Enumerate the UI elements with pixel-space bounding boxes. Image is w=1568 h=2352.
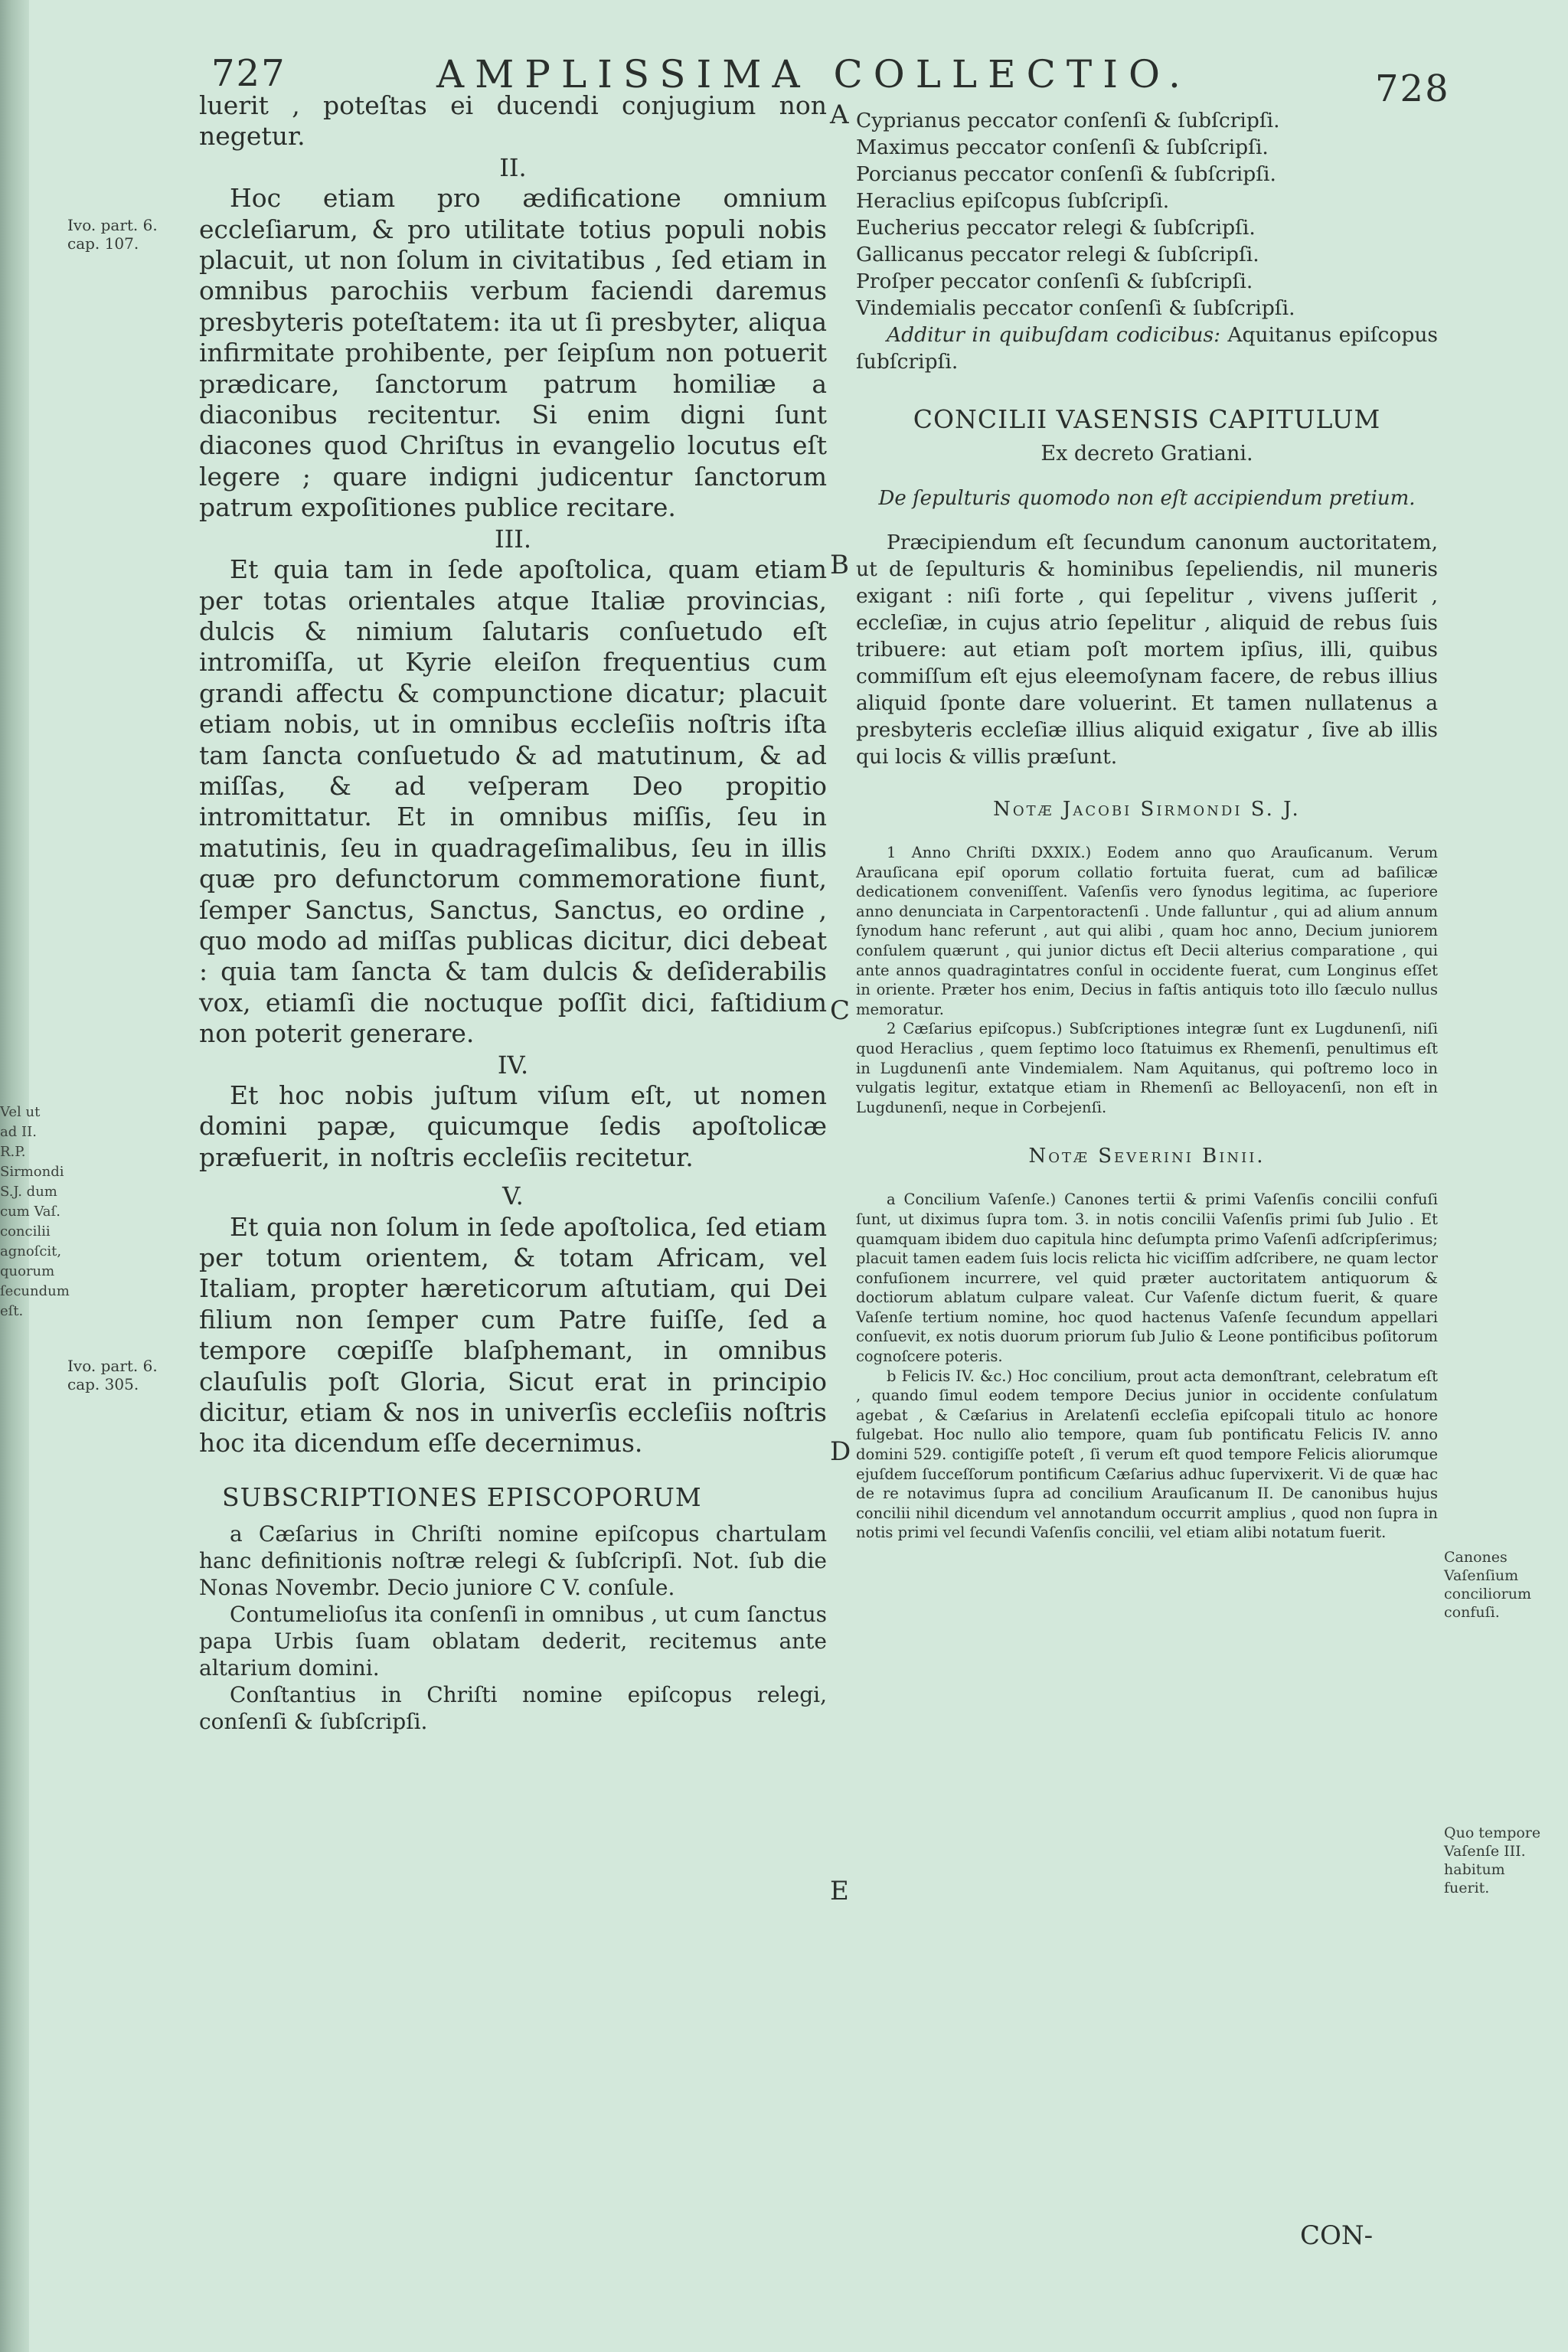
signature-line: Heraclius epiſcopus ſubſcripſi. — [856, 189, 1170, 213]
margin-note-side: Vel ut ad II. R.P. Sirmondi S.J. dum cum Vaſ. concilii agnoſcit, quorum ſecundum eſt. — [0, 1104, 70, 1319]
note-sirmondi-2: 2 Cæſarius epiſcopus.) Subſcriptiones integræ ſunt ex Lugdunenſi, niſi quod Heraclius , quem ſeptimo loco ſtatuimus ex Rhemenſi, penultimus eſt in Lugdunenſi ante Vindemialem. Nam Aquitanus, qui poſtremo loco in vulgatis legitur, extatque etiam in Rhemenſi ac Belloyacenſi, non eſt in Lugdunenſi, neque in Corbejenſi. — [856, 1020, 1438, 1116]
margin-note-ivo-2: Ivo. part. 6. cap. 305. — [67, 1357, 158, 1393]
additur-label: Additur in quibuſdam codicibus: — [887, 323, 1220, 347]
running-title: AMPLISSIMA COLLECTIO. — [436, 52, 1191, 96]
section-letter-e: E — [830, 1876, 849, 1906]
para-chapter-4: Et hoc nobis juſtum viſum eſt, ut nomen domini papæ, quicumque ſedis apoſtolicæ præfuerit, in noſtris eccleſiis recitetur. — [199, 1080, 827, 1172]
signature-line: Vindemialis peccator conſenſi & ſubſcripſi. — [856, 296, 1295, 320]
section-letter-c: C — [830, 995, 851, 1026]
signature-line: Eucherius peccator relegi & ſubſcripſi. — [856, 216, 1256, 240]
section-letter-b: B — [830, 550, 849, 580]
signature-line: Proſper peccator conſenſi & ſubſcripſi. — [856, 270, 1253, 293]
signature-list — [856, 107, 1438, 322]
book-page — [29, 0, 1568, 2352]
signature-line: Gallicanus peccator relegi & ſubſcripſi. — [856, 243, 1259, 266]
notes-binii-heading: Notæ Severini Binii. — [1028, 1145, 1266, 1168]
signature-line: Porcianus peccator conſenſi & ſubſcripſi. — [856, 162, 1276, 186]
para-chapter-5: Et quia non ſolum in ſede apoſtolica, ſed etiam per totum orientem, & totam Africam, vel Italiam, propter hæreticorum aſtutiam, qui Dei filium non ſemper cum Patre fuiſſe, ſed a tempore cœpiſſe blaſphemant, in omnibus clauſulis poſt Gloria, Sicut erat in principio dicitur, etiam & nos in univerſis eccleſiis noſtris hoc ita dicendum eſſe decernimus. — [199, 1211, 827, 1459]
note-binii-b: b Felicis IV. &c.) Hoc concilium, prout acta demonſtrant, celebratum eſt , quando ſimul eodem tempore Decius junior in occidente conſulatum agebat , & Cæſarius in Arelatenſi eccleſia epiſcopali titulo ac honore fulgebat. Hoc nullo alio tempore, quam ſub pontificatu Felicis IV. anno domini 529. contigiſſe poteſt , ſi verum eſt quod tempore Felicis aliorumque ejuſdem ſucceſſorum pontificum Cæſarius adhuc ſupervixerit. Vi de quæ hac de re notavimus ſupra ad concilium Arauſicanum II. De canonibus hujus concilii nihil dicendum vel annotandum occurrit amplius , quod non ſupra in notis primi vel ſecundi Vaſenſis concilii, vel etiam alibi notatum fuerit. — [856, 1367, 1438, 1542]
additur-text: Aquitanus epiſcopus ſubſcripſi. — [856, 323, 1438, 374]
signature-line: Maximus peccator conſenſi & ſubſcripſi. — [856, 136, 1269, 159]
section-letter-a: A — [830, 100, 849, 130]
subscriptions-heading: SUBSCRIPTIONES EPISCOPORUM — [222, 1481, 702, 1512]
note-binii-a: a Concilium Vaſenſe.) Canones tertii & primi Vaſenſis concilii confuſi ſunt, ut diximus ſupra tom. 3. in notis concilii Vaſenſis primi ſub Julio . Et quamquam ibidem duo capitula hinc deſumpta primo Vaſenſi adſcripſerimus; placuit tamen eadem ſuis locis relicta hic viciſſim adſcribere, ne quam lector confuſionem incurrere, vel quid præter auctoritatem antiquorum & doctiorum ablatum culpare valeat. Cur Vaſenſe dictum fuerit, & quare Vaſenſe tertium nomine, hoc quod hactenus Vaſenſe ſecundum appellari conſuevit, ex notis duorum priorum ſub Julio & Leone pontificibus poſitorum cognoſcere poteris. — [856, 1191, 1438, 1366]
left-page-number: 727 — [211, 52, 286, 95]
chapter-number-4: IV. — [497, 1050, 529, 1080]
margin-note-ivo-1: Ivo. part. 6. cap. 107. — [67, 216, 158, 253]
margin-note-canones: Canones Vaſenſium conciliorum confuſi. — [1444, 1549, 1531, 1621]
para-chapter-2: Hoc etiam pro ædificatione omnium eccleſiarum, & pro utilitate totius populi nobis placuit, ut non ſolum in civitatibus , ſed etiam in omnibus parochiis verbum faciendi daremus presbyteris poteſtatem: ita ut ſi presbyter, aliqua infirmitate prohibente, per ſeipſum non potuerit prædicare, ſanctorum patrum homiliæ a diaconibus recitentur. Si enim digni ſunt diacones quod Chriſtus in evangelio locutus eſt legere ; quare indigni judicentur ſanctorum patrum expoſitiones publice recitare. — [199, 183, 827, 523]
capitulum-body: Præcipiendum eſt ſecundum canonum auctoritatem, ut de ſepulturis & hominibus ſepeliendis, nil muneris exigant : niſi forte , qui ſepelitur , vivens juſſerit , eccleſiæ, in cujus atrio ſepelitur , aliquid de rebus ſuis tribuere: aut etiam poſt mortem ipſius, illi, quibus commiſſum eſt ejus eleemoſynam facere, de rebus illius aliquid ſponte dare voluerint. Et tamen nullatenus a presbyteris eccleſiæ illius aliquid exigatur , ſive ab illis qui locis & villis præſunt. — [856, 531, 1438, 769]
capitulum-heading: CONCILII VASENSIS CAPITULUM — [913, 404, 1381, 434]
notes-sirmondi-heading: Notæ Jacobi Sirmondi S. J. — [993, 798, 1301, 821]
para-chapter-3: Et quia tam in ſede apoſtolica, quam etiam per totas orientales atque Italiæ provincias, dulcis & nimium ſalutaris conſuetudo eſt intromiſſa, ut Kyrie eleiſon frequentius cum grandi affectu & compunctione dicatur; placuit etiam nobis, ut in omnibus eccleſiis noſtris iſta tam ſancta conſuetudo & ad matutinum, & ad miſſas, & ad veſperam Deo propitio intromittatur. Et in omnibus miſſis, ſeu in matutinis, ſeu in quadrageſimalibus, ſeu in illis quæ pro defunctorum commemoratione fiunt, ſemper Sanctus, Sanctus, Sanctus, eo ordine , quo modo ad miſſas publicas dicitur, dici debeat : quia tam ſancta & tam dulcis & deſiderabilis vox, etiamſi die noctuque poſſit dici, faſtidium non poterit generare. — [199, 554, 827, 1049]
capitulum-subheading: De ſepulturis quomodo non eſt accipiendum pretium. — [878, 487, 1416, 510]
subscription-contumeliosus: Contumelioſus ita conſenſi in omnibus , ut cum ſanctus papa Urbis ſuam oblatam dederit, recitemus ante altarium domini. — [199, 1602, 827, 1681]
chapter-number-2: II. — [499, 152, 527, 182]
chapter-number-3: III. — [494, 524, 532, 554]
right-page-number: 728 — [1375, 67, 1450, 110]
section-letter-d: D — [830, 1436, 851, 1467]
para-continuation: luerit , poteſtas ei ducendi conjugium non negetur. — [199, 90, 827, 152]
chapter-number-5: V. — [502, 1181, 524, 1211]
note-sirmondi-1: 1 Anno Chriſti DXXIX.) Eodem anno quo Arauſicanum. Verum Arauſicana epiſ oporum collatio fortuita fuerat, cum ad baſilicæ dedicationem conveniſſent. Vaſenſis vero ſynodus legitima, ac ſuperiore anno denunciata in Carpentoractenſi . Unde falluntur , qui ad alium annum ſynodum hanc referunt , aut qui alibi , quam hoc anno, Decium juniorem conſulem quærunt , qui junior dictus eſt Decii alterius comparatione , qui ante annos quadragintatres conſul in occidente fuerat, cum Longinus eſſet in oriente. Præter hos enim, Decius in faſtis antiquis toto illo ſæculo nullus memoratur. — [856, 844, 1438, 1018]
additur-note — [856, 322, 1438, 375]
signature-line: Cyprianus peccator conſenſi & ſubſcripſi. — [856, 109, 1280, 132]
right-column — [856, 107, 1438, 1543]
left-column — [199, 90, 827, 1735]
ex-decreto: Ex decreto Gratiani. — [1040, 442, 1253, 466]
subscription-caesarius: a Cæſarius in Chriſti nomine epiſcopus chartulam hanc definitionis noſtræ relegi & ſubſcripſi. Not. ſub die Nonas Novembr. Decio juniore C V. conſule. — [199, 1521, 827, 1601]
margin-note-quo-tempore: Quo tempore Vaſenſe III. habitum fuerit. — [1444, 1824, 1541, 1896]
catchword: CON- — [1300, 2220, 1374, 2251]
subscription-constantius: Conſtantius in Chriſti nomine epiſcopus relegi, conſenſi & ſubſcripſi. — [199, 1682, 827, 1735]
